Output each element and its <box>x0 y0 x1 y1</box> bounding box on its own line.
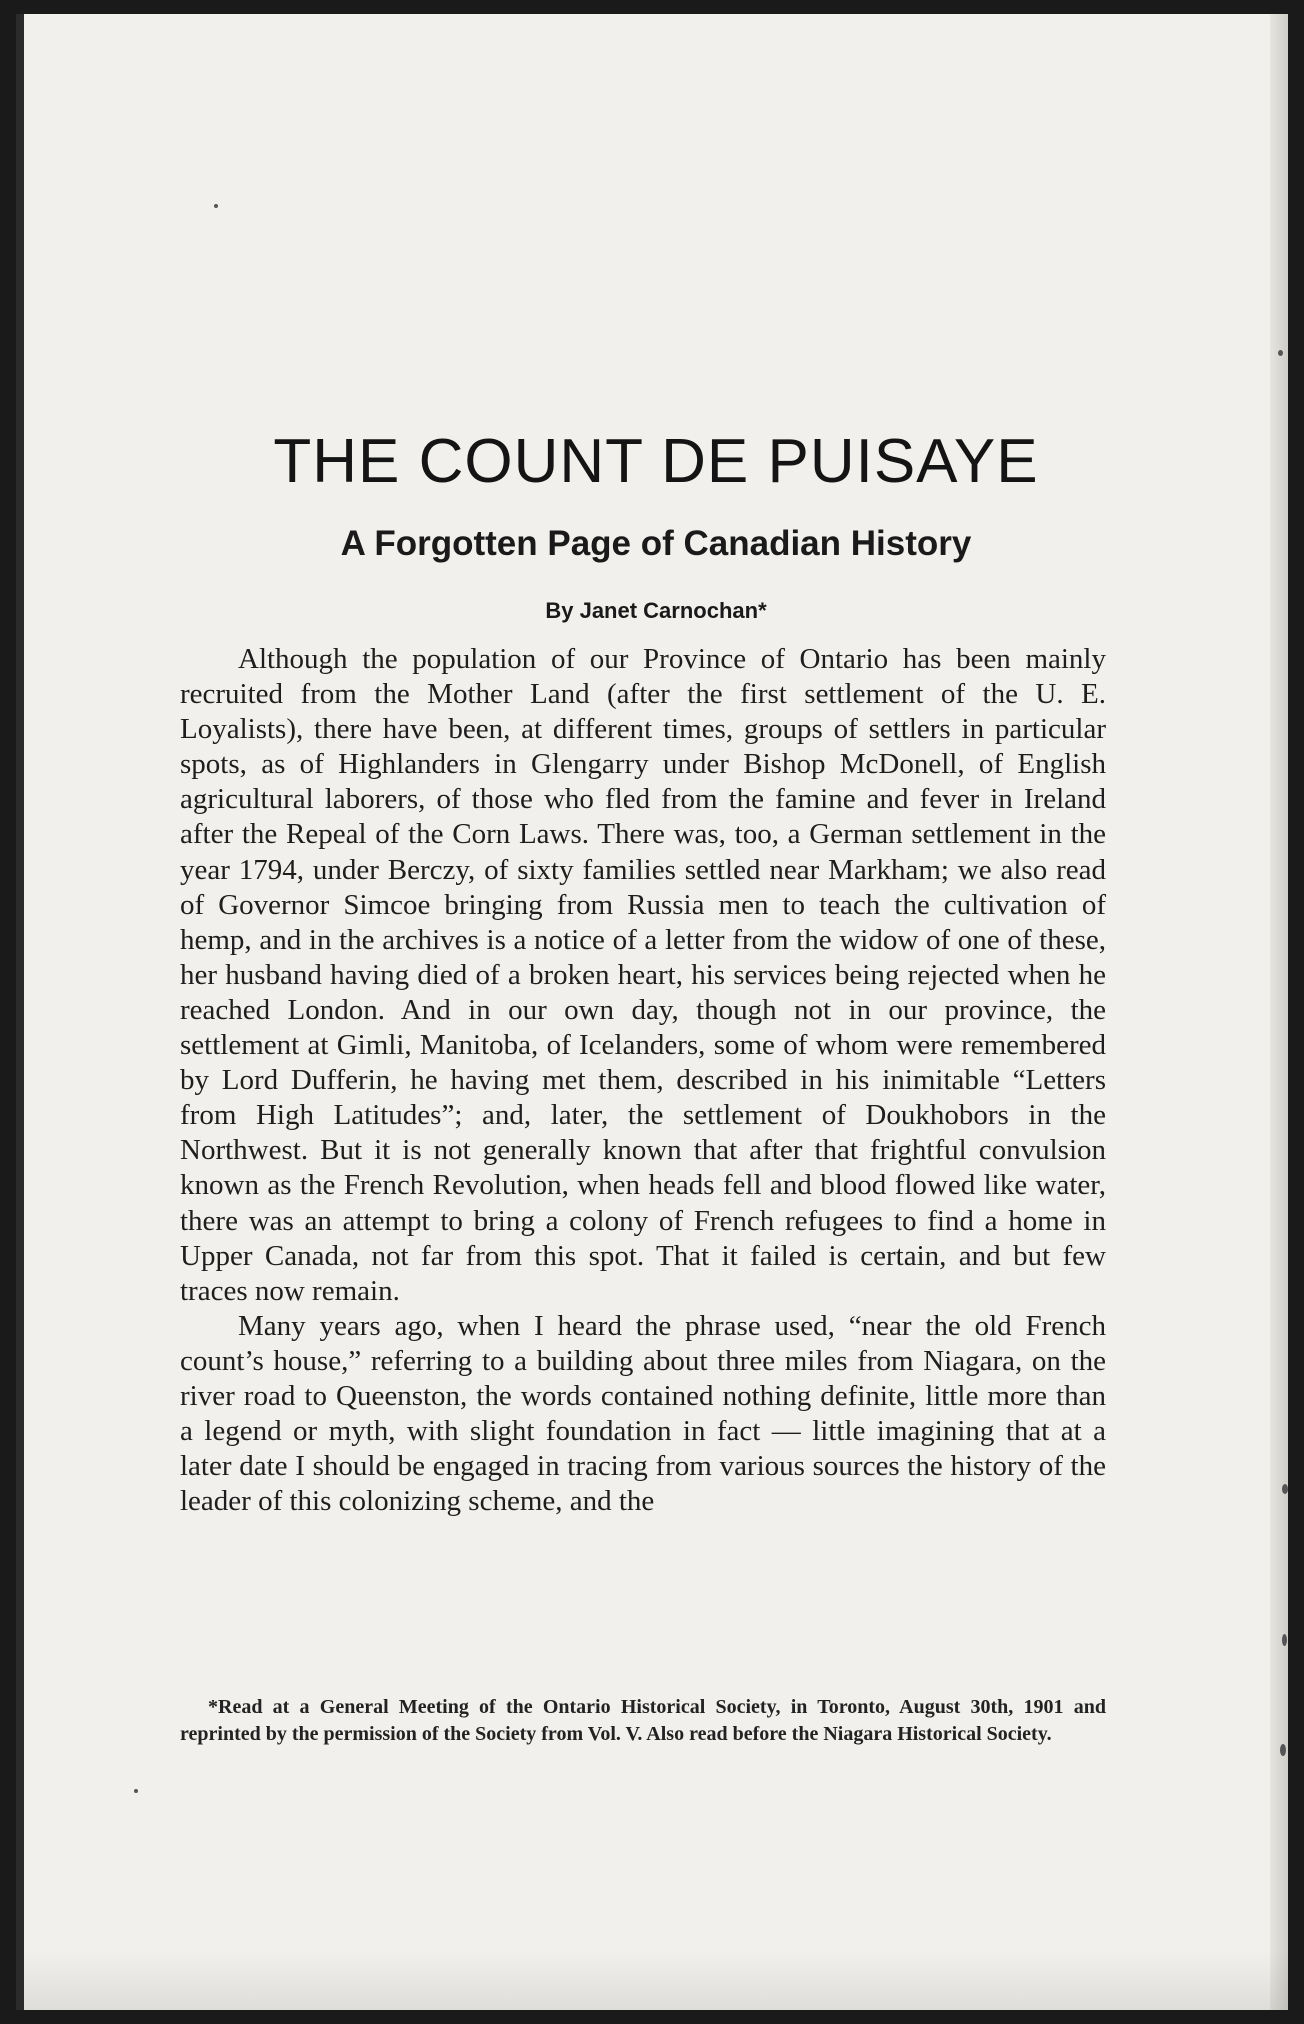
page-shadow <box>24 1950 1288 2010</box>
article-subtitle: A Forgotten Page of Canadian History <box>340 524 972 563</box>
footnote: *Read at a General Meeting of the Ontario Historical Society, in Toronto, August 30th, 1901 and reprinted by the permission of the Society from Vol. V. Also read before the Niagara Historical Society. <box>180 1696 1106 1745</box>
scanned-page <box>16 14 1288 2010</box>
article-byline: By Janet Carnochan* <box>545 598 767 623</box>
scan-speck <box>1282 1634 1287 1646</box>
scan-speck <box>1282 1484 1288 1494</box>
article-title: THE COUNT DE PUISAYE <box>273 427 1039 496</box>
paragraph: Although the population of our Province of Ontario has been mainly recruited from the Mother Land (after the first settlement of the U. E. Loyalists), there have been, at different times, groups of settlers in particular spots, as of Highlanders in Glengarry under Bishop McDonell, of English agricultural laborers, of those who fled from the famine and fever in Ireland after the Repeal of the Corn Laws. There was, too, a German settlement in the year 1794, under Berczy, of sixty families settled near Markham; we also read of Governor Simcoe bringing from Russia men to teach the cultivation of hemp, and in the archives is a notice of a letter from the widow of one of these, her husband having died of a broken heart, his services being rejected when he reached London. And in our own day, though not in our province, the settlement at Gimli, Manitoba, of Icelanders, some of whom were remembered by Lord Dufferin, he having met them, described in his inimitable “Letters from High Latitudes”; and, later, the settlement of Doukhobors in the Northwest. But it is not generally known that after that frightful convulsion known as the French Revolution, when heads fell and blood flowed like water, there was an attempt to bring a colony of French refugees to find a home in Upper Canada, not far from this spot. That it failed is certain, and but few traces now remain. <box>180 643 1106 1307</box>
scan-speck <box>214 204 218 208</box>
scan-speck <box>134 1789 138 1793</box>
scan-speck <box>1280 1744 1286 1756</box>
paragraph: Many years ago, when I heard the phrase used, “near the old French count’s house,” referring to a building about three miles from Niagara, on the river road to Queenston, the words contained nothing definite, little more than a legend or myth, with slight foundation in fact — little imagining that at a later date I should be engaged in tracing from various sources the history of the leader of this colonizing scheme, and the <box>180 1309 1106 1518</box>
scan-speck <box>1278 350 1283 356</box>
page-edge <box>1270 14 1288 2010</box>
article-body <box>180 642 1106 1519</box>
